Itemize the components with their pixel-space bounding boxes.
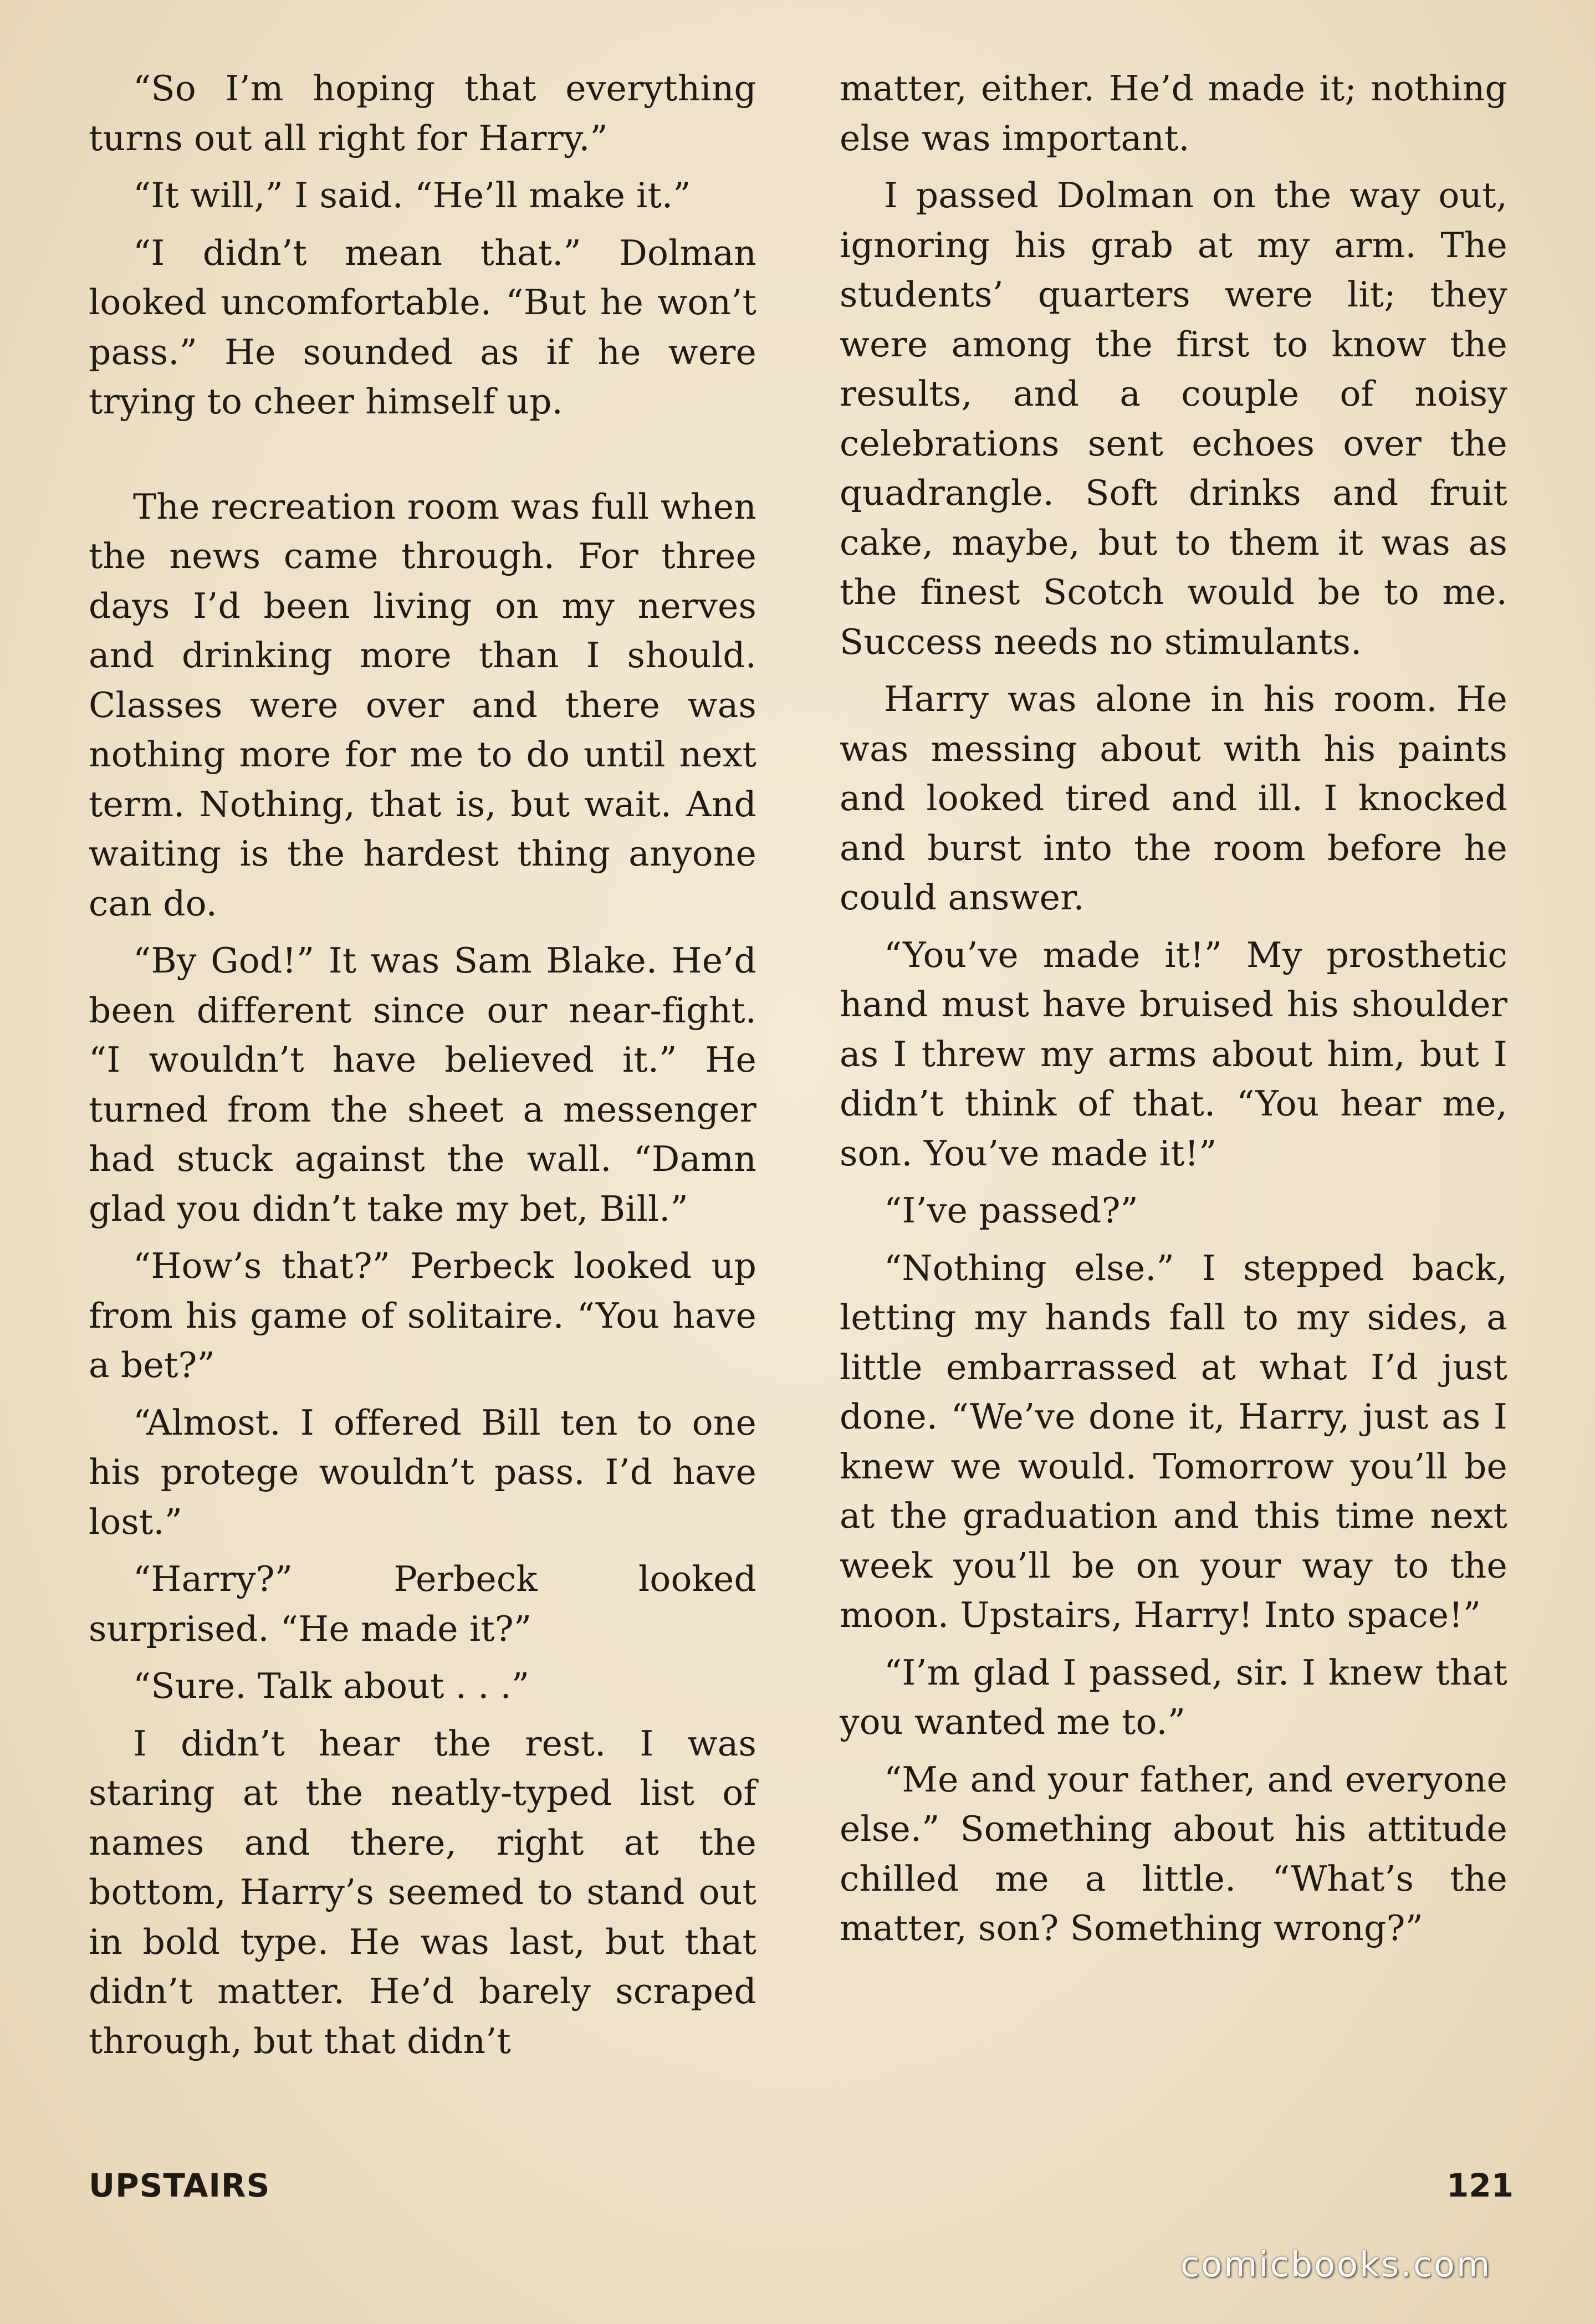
paragraph: “It will,” I said. “He’ll make it.” [133, 175, 691, 216]
running-footer-title: UPSTAIRS [89, 2167, 270, 2204]
paragraph: “I’ve passed?” [884, 1190, 1138, 1231]
page-number: 121 [1446, 2167, 1514, 2204]
paragraph: “So I’m hoping that everything turns out all right for Harry.” [89, 68, 756, 158]
paragraph: “By God!” It was Sam Blake. He’d been different since our near-fight. “I wouldn’t have believed it.” He turned from the sheet a messenger had stuck against the wall. “Damn glad you didn’t take my bet, Bill.” [89, 940, 756, 1229]
paragraph: “Sure. Talk about . . .” [133, 1666, 530, 1706]
paragraph: Harry was alone in his room. He was messing about with his paints and looked tired and ill. I knocked and burst into the room before he could answer. [840, 679, 1507, 918]
right-text-column [840, 64, 1507, 1961]
paragraph: I passed Dolman on the way out, ignoring his grab at my arm. The students’ quarters were lit; they were among the first to know the results, and a couple of noisy celebrations sent echoes over the quadrangle. Soft drinks and fruit cake, maybe, but to them it was as the finest Scotch would be to me. Success needs no stimulants. [840, 175, 1507, 662]
paragraph: “How’s that?” Perbeck looked up from his game of solitaire. “You have a bet?” [89, 1246, 756, 1385]
paragraph: The recreation room was full when the news came through. For three days I’d been living on my nerves and drinking more than I should. Classes were over and there was nothing more for me to do until next term. Nothing, that is, but wait. And waiting is the hardest thing anyone can do. [89, 486, 756, 924]
left-text-column [89, 64, 756, 2074]
paragraph: “Almost. I offered Bill ten to one his protege wouldn’t pass. I’d have lost.” [89, 1402, 756, 1542]
paragraph: I didn’t hear the rest. I was staring at the neatly-typed list of names and there, right at the bottom, Harry’s seemed to stand out in bold type. He was last, but that didn’t matter. He’d barely scraped through, but that didn’t [89, 1723, 756, 2061]
paragraph: “You’ve made it!” My prosthetic hand must have bruised his shoulder as I threw my arms about him, but I didn’t think of that. “You hear me, son. You’ve made it!” [840, 934, 1507, 1174]
paragraph: “I didn’t mean that.” Dolman looked uncomfortable. “But he won’t pass.” He sounded as if he were trying to cheer himself up. [89, 232, 756, 422]
paragraph: “Me and your father, and everyone else.” Something about his attitude chilled me a little. “What’s the matter, son? Something wrong?” [840, 1759, 1507, 1948]
site-watermark: comicbooks.com [1180, 2244, 1492, 2285]
paragraph: matter, either. He’d made it; nothing else was important. [840, 68, 1507, 158]
paragraph: “Nothing else.” I stepped back, letting my hands fall to my sides, a little embarrassed at what I’d just done. “We’ve done it, Harry, just as I knew we would. Tomorrow you’ll be at the graduation and this time next week you’ll be on your way to the moon. Upstairs, Harry! Into space!” [840, 1247, 1507, 1635]
paragraph: “I’m glad I passed, sir. I knew that you wanted me to.” [840, 1652, 1507, 1742]
paragraph: “Harry?” Perbeck looked surprised. “He made it?” [89, 1559, 756, 1649]
